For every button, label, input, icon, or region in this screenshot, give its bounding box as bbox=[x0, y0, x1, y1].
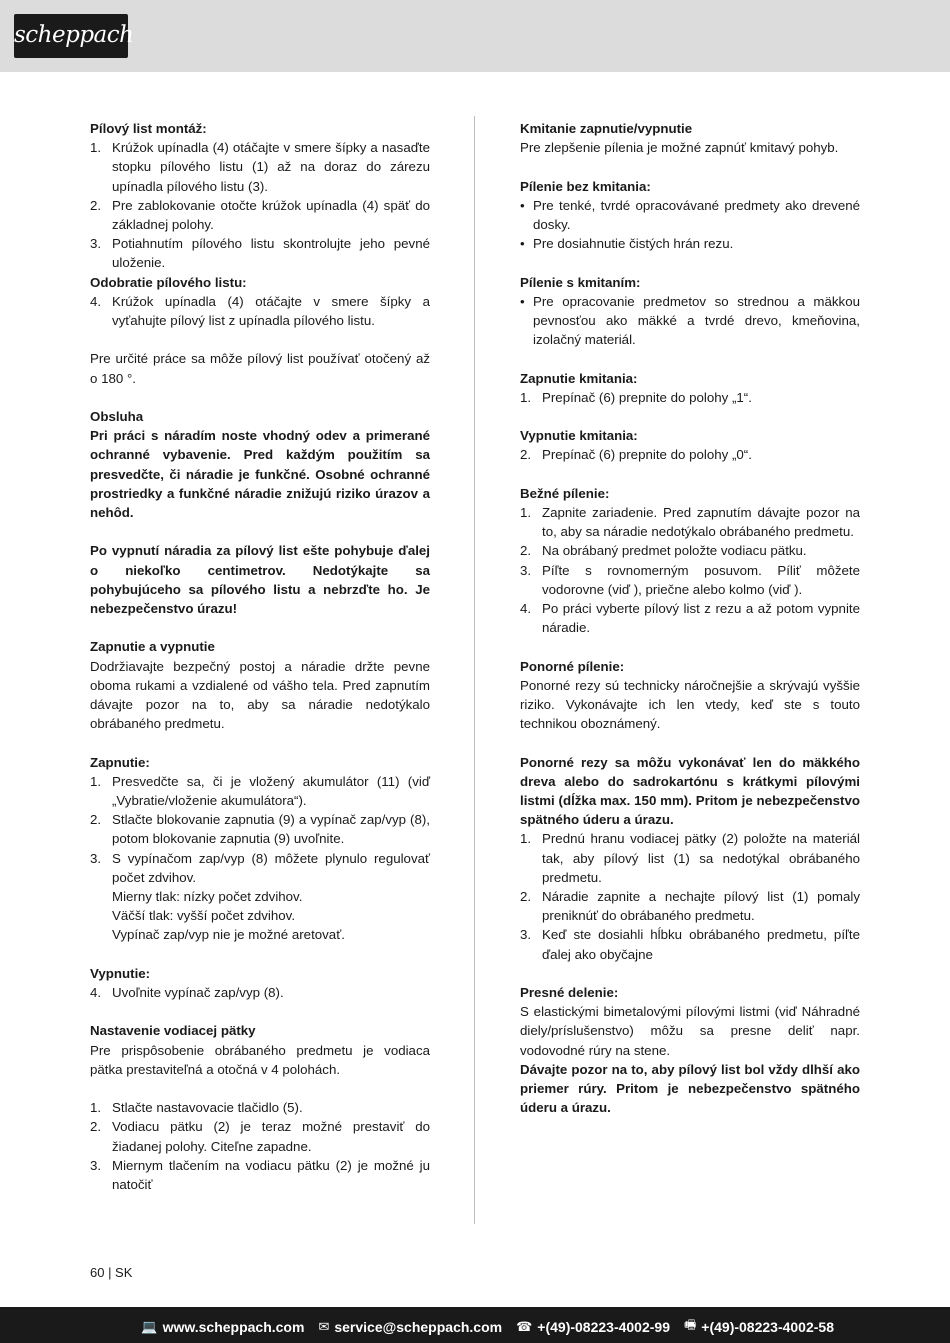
paragraph: Pre zlepšenie pílenia je možné zapnúť kmitavý pohyb. bbox=[520, 140, 839, 156]
mail-icon: ✉ bbox=[318, 1319, 330, 1334]
section-switch-off-warning bbox=[90, 541, 430, 618]
section-plunge-steps bbox=[520, 753, 860, 964]
page-number: 60 | SK bbox=[90, 1265, 133, 1280]
list-item: 1. Presvedčte sa, či je vložený akumulátor (11) (viď „Vybratie/vloženie akumulátora“). bbox=[90, 773, 430, 809]
section-switch-off bbox=[90, 964, 430, 1002]
list-item: 2. Prepínač (6) prepnite do polohy „0“. bbox=[520, 447, 752, 463]
list-item: 1. Stlačte nastavovacie tlačidlo (5). bbox=[90, 1100, 303, 1116]
section-oscillation-off bbox=[520, 426, 860, 464]
warning-paragraph: Pri práci s náradím noste vhodný odev a primerané ochranné vybavenie. Pred každým použitím sa presvedčte, či náradie je funkčné. Osobné ochranné prostriedky a funkčné náradie znižujú riziko úrazov a nehôd. bbox=[90, 428, 430, 521]
section-oscillation-on bbox=[520, 369, 860, 407]
section-heading: Nastavenie vodiacej pätky bbox=[90, 1023, 256, 1039]
section-on-off bbox=[90, 637, 430, 733]
section-heading: Zapnutie a vypnutie bbox=[90, 639, 215, 655]
fax-text: +(49)-08223-4002-58 bbox=[701, 1319, 834, 1335]
section-guide-shoe-steps bbox=[90, 1098, 430, 1194]
section-normal-sawing bbox=[520, 484, 860, 638]
list-item: 4. Krúžok upínadla (4) otáčajte v smere šípky a vyťahujte pílový list z upínadla pílového listu. bbox=[90, 293, 430, 329]
paragraph: Ponorné rezy sú technicky náročnejšie a skrývajú vyššie riziko. Vykonávajte ich len vtedy, keď ste s touto technikou oboznámený. bbox=[520, 677, 860, 732]
section-heading: Ponorné pílenie: bbox=[520, 658, 625, 674]
list-item: 2. Na obrábaný predmet položte vodiacu pätku. bbox=[520, 543, 807, 559]
list-item: 3. S vypínačom zap/vyp (8) môžete plynulo regulovať počet zdvihov. bbox=[90, 850, 430, 885]
left-column bbox=[90, 119, 430, 1213]
paragraph: Pre prispôsobenie obrábaného predmetu je vodiaca pätka prestaviteľná a otočná v 4 polohách. bbox=[90, 1042, 430, 1077]
bullet-icon: • bbox=[520, 197, 525, 213]
phone-icon: ☎ bbox=[516, 1319, 533, 1334]
section-heading: Obsluha bbox=[90, 409, 144, 425]
list-item: 3. Keď ste dosiahli hĺbku obrábaného predmetu, píľte ďalej ako obyčajne bbox=[520, 927, 860, 962]
section-operation bbox=[90, 407, 430, 522]
section-precise-cutting bbox=[520, 983, 860, 1117]
scheppach-logo: scheppach bbox=[14, 14, 128, 58]
footer-contacts bbox=[141, 1316, 834, 1338]
footer-band bbox=[0, 1307, 950, 1343]
list-item: • Pre opracovanie predmetov so strednou a mäkkou pevnosťou ako mäkké a tvrdé drevo, kmeňovina, izolačný materiál. bbox=[520, 292, 860, 350]
footer-website[interactable] bbox=[141, 1316, 304, 1338]
list-item: 2. Pre zablokovanie otočte krúžok upínadla (4) späť do základnej polohy. bbox=[90, 197, 430, 233]
computer-icon: 💻 bbox=[141, 1319, 158, 1334]
footer-fax bbox=[684, 1316, 834, 1338]
list-item: 2. Vodiacu pätku (2) je teraz možné prestaviť do žiadanej polohy. Citeľne zapadne. bbox=[90, 1119, 430, 1154]
section-without-oscillation bbox=[520, 177, 860, 254]
list-item: 4. Po práci vyberte pílový list z rezu a až potom vypnite náradie. bbox=[520, 601, 860, 636]
section-heading: Pílenie bez kmitania: bbox=[520, 178, 651, 194]
section-saw-blade-mounting bbox=[90, 119, 430, 330]
section-heading: Zapnutie: bbox=[90, 754, 150, 770]
note-line: Väčší tlak: vyšší počet zdvihov. bbox=[112, 908, 296, 924]
section-heading: Vypnutie: bbox=[90, 965, 151, 981]
section-heading: Bežné pílenie: bbox=[520, 485, 610, 501]
section-heading: Odobratie pílového listu: bbox=[90, 274, 247, 290]
column-divider bbox=[474, 116, 475, 1224]
footer-phone[interactable] bbox=[516, 1316, 670, 1338]
paragraph: S elastickými bimetalovými pílovými listmi (viď Náhradné diely/príslušenstvo) môžu sa presne deliť napr. vodovodné rúry na stene. bbox=[520, 1004, 860, 1058]
list-item: 1. Zapnite zariadenie. Pred zapnutím dávajte pozor na to, aby sa náradie nedotýkalo obrábaného predmetu. bbox=[520, 504, 860, 540]
list-item: 3. Píľte s rovnomerným posuvom. Píliť môžete vodorovne (viď ), priečne alebo kolmo (viď ). bbox=[520, 562, 860, 597]
list-item: 3. Miernym tlačením na vodiacu pätku (2) je možné ju natočiť bbox=[90, 1157, 430, 1193]
section-switch-on bbox=[90, 753, 430, 945]
section-oscillation bbox=[520, 119, 860, 157]
section-guide-shoe-setting bbox=[90, 1021, 430, 1079]
note-line: Mierny tlak: nízky počet zdvihov. bbox=[112, 889, 303, 905]
note-line: Vypínač zap/vyp nie je možné aretovať. bbox=[112, 927, 345, 943]
section-rotation-note bbox=[90, 349, 430, 387]
warning-paragraph: Ponorné rezy sa môžu vykonávať len do mäkkého dreva alebo do sadrokartónu s krátkymi pílovými listmi (dĺžka max. 150 mm). Pritom je nebezpečenstvo spätného úderu a úrazu. bbox=[520, 754, 860, 828]
right-column bbox=[520, 119, 860, 1137]
section-plunge-sawing bbox=[520, 657, 860, 734]
list-item: 3. Potiahnutím pílového listu skontrolujte jeho pevné uloženie. bbox=[90, 236, 430, 271]
list-item: 2. Náradie zapnite a nechajte pílový list (1) pomaly preniknúť do obrábaného predmetu. bbox=[520, 889, 860, 924]
list-item: 4. Uvoľnite vypínač zap/vyp (8). bbox=[90, 985, 284, 1001]
bullet-icon: • bbox=[520, 236, 525, 252]
warning-paragraph: Dávajte pozor na to, aby pílový list bol vždy dlhší ako priemer rúry. Pritom je nebezpečenstvo spätného úderu a úrazu. bbox=[520, 1061, 860, 1116]
header-band bbox=[0, 0, 950, 72]
section-heading: Vypnutie kmitania: bbox=[520, 428, 638, 444]
paragraph: Dodržiavajte bezpečný postoj a náradie držte pevne oboma rukami a vzdialené od vášho tela. Pred zapnutím dávajte pozor na to, aby sa náradie nedotýkalo obrábaného predmetu. bbox=[90, 658, 430, 732]
section-heading: Pílenie s kmitaním: bbox=[520, 274, 641, 290]
footer-email[interactable] bbox=[318, 1316, 502, 1338]
section-heading: Zapnutie kmitania: bbox=[520, 370, 638, 386]
list-item: 1. Krúžok upínadla (4) otáčajte v smere šípky a nasaďte stopku pílového listu (1) až na doraz do zárezu upínadla pílového listu (3). bbox=[90, 140, 430, 194]
list-item: 1. Prednú hranu vodiacej pätky (2) položte na materiál tak, aby pílový list (1) sa nedotýkal obrábaného predmetu. bbox=[520, 831, 860, 885]
phone-text: +(49)-08223-4002-99 bbox=[537, 1319, 670, 1335]
fax-icon: 🖷 bbox=[684, 1317, 697, 1332]
list-item: • Pre tenké, tvrdé opracovávané predmety ako drevené dosky. bbox=[520, 196, 860, 234]
paragraph: Pre určité práce sa môže pílový list používať otočený až o 180 °. bbox=[90, 351, 430, 386]
list-item: 1. Prepínač (6) prepnite do polohy „1“. bbox=[520, 389, 752, 405]
warning-paragraph: Po vypnutí náradia za pílový list ešte pohybuje ďalej o niekoľko centimetrov. Nedotýkajte sa pohybujúceho sa pílového listu a nebrzďte ho. Je nebezpečenstvo úrazu! bbox=[90, 543, 430, 617]
bullet-icon: • bbox=[520, 293, 525, 309]
section-heading: Pílový list montáž: bbox=[90, 121, 207, 136]
email-text: service@scheppach.com bbox=[334, 1319, 503, 1335]
list-item: 2. Stlačte blokovanie zapnutia (9) a vypínač zap/vyp (8), potom blokovanie zapnutia (9) uvoľnite. bbox=[90, 812, 430, 847]
section-with-oscillation bbox=[520, 273, 860, 350]
website-text: www.scheppach.com bbox=[162, 1319, 305, 1335]
section-heading: Presné delenie: bbox=[520, 985, 619, 1001]
list-item: • Pre dosiahnutie čistých hrán rezu. bbox=[520, 234, 860, 253]
section-heading: Kmitanie zapnutie/vypnutie bbox=[520, 121, 693, 136]
